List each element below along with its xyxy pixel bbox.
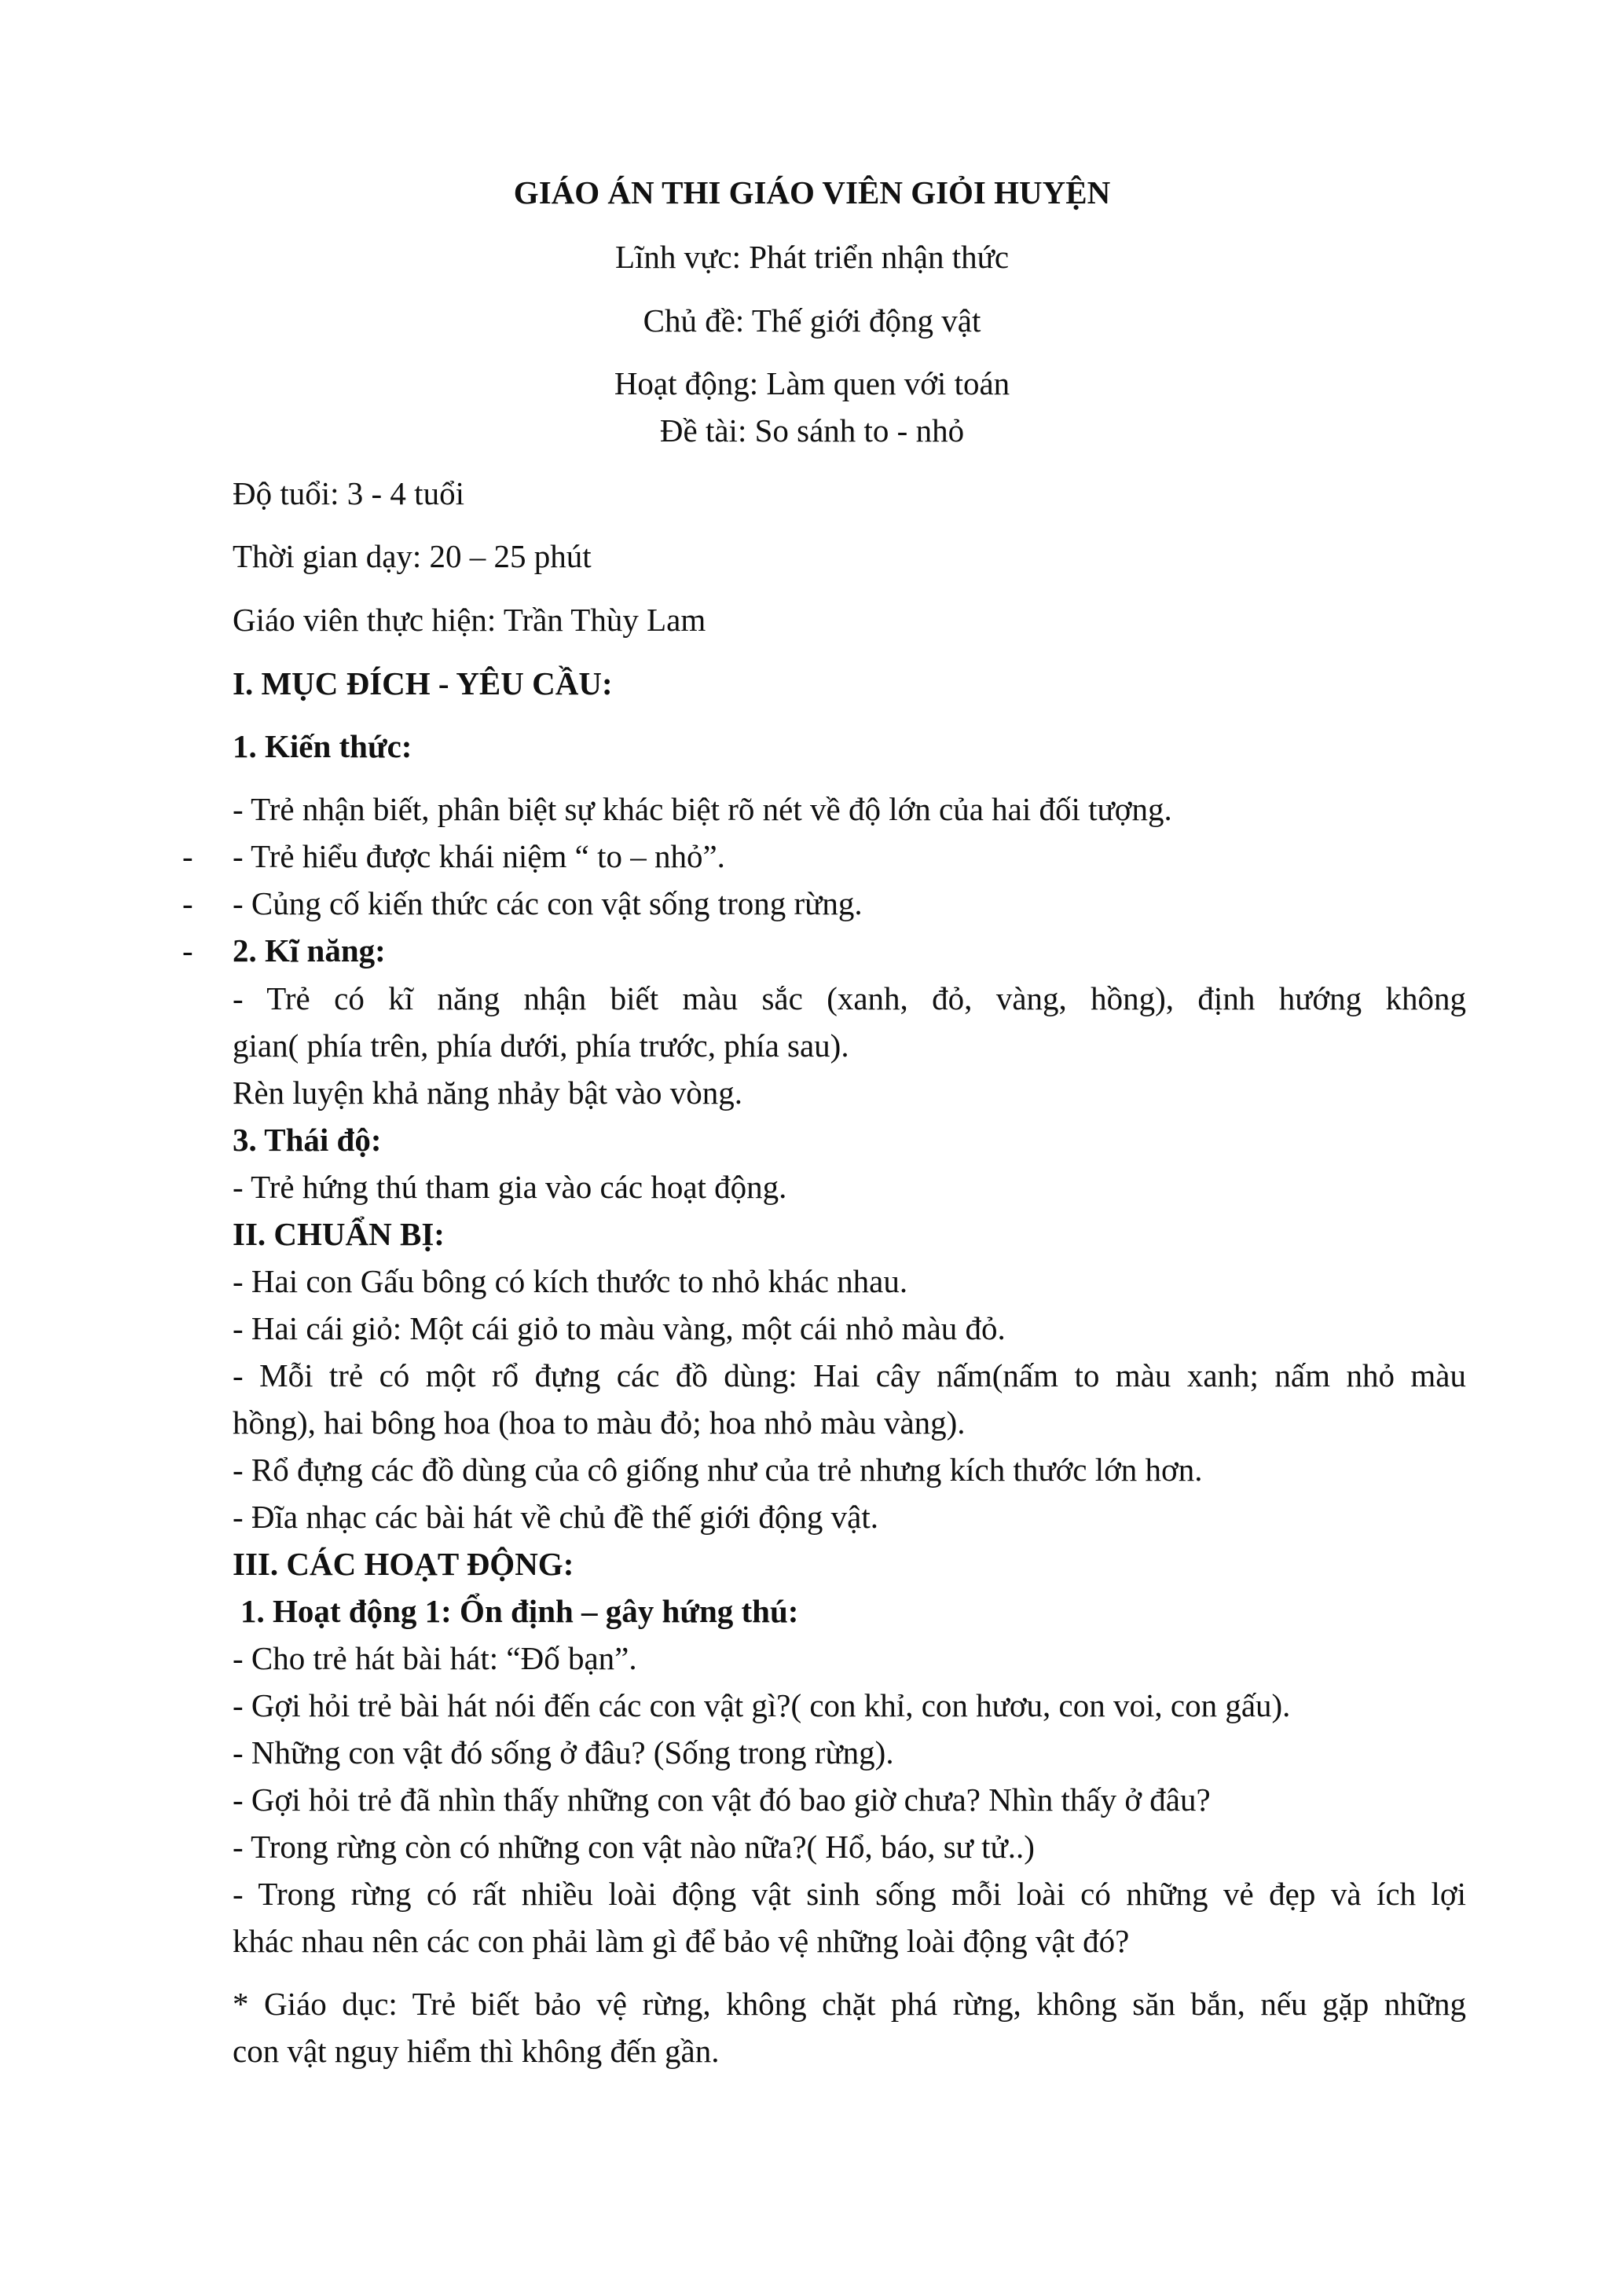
theme-line: Chủ đề: Thế giới động vật [643,302,981,339]
preparation-item: - Hai con Gấu bông có kích thước to nhỏ khác nhau. [233,1263,908,1299]
knowledge-item: - Trẻ nhận biết, phân biệt sự khác biệt rõ nét về độ lớn của hai đối tượng. [233,791,1172,827]
education-note: * Giáo dục: Trẻ biết bảo vệ rừng, không chặt phá rừng, không săn bắn, nếu gặp những [233,1986,1466,2022]
skills-item: gian( phía trên, phía dưới, phía trước, phía sau). [233,1027,849,1064]
document-title: GIÁO ÁN THI GIÁO VIÊN GIỎI HUYỆN [513,174,1111,211]
activity-item: - Cho trẻ hát bài hát: “Đố bạn”. [233,1640,637,1676]
section3-heading: III. CÁC HOẠT ĐỘNG: [233,1546,574,1582]
activity-item: - Trong rừng có rất nhiều loài động vật sinh sống mỗi loài có những vẻ đẹp và ích lợi [233,1876,1466,1912]
activity-item: - Trong rừng còn có những con vật nào nữa?( Hổ, báo, sư tử..) [233,1829,1035,1865]
knowledge-item: - Trẻ hiểu được khái niệm “ to – nhỏ”. [233,838,725,874]
attitude-heading: 3. Thái độ: [233,1122,382,1158]
list-bullet: - [182,838,193,874]
topic-line: Đề tài: So sánh to - nhỏ [659,412,965,449]
activity-line: Hoạt động: Làm quen với toán [614,365,1010,401]
activity-item: - Gợi hỏi trẻ đã nhìn thấy những con vật đó bao giờ chưa? Nhìn thấy ở đâu? [233,1782,1211,1818]
activity-item: - Gợi hỏi trẻ bài hát nói đến các con vật gì?( con khỉ, con hươu, con voi, con gấu). [233,1687,1291,1723]
section1-heading: I. MỤC ĐÍCH - YÊU CẦU: [233,665,613,701]
list-bullet: - [182,885,193,921]
attitude-item: - Trẻ hứng thú tham gia vào các hoạt động. [233,1169,787,1205]
skills-heading: 2. Kĩ năng: [233,932,386,969]
education-note: con vật nguy hiểm thì không đến gần. [233,2033,720,2069]
preparation-item: - Mỗi trẻ có một rổ đựng các đồ dùng: Hai cây nấm(nấm to màu xanh; nấm nhỏ màu [233,1357,1466,1393]
preparation-item: - Rổ đựng các đồ dùng của cô giống như của trẻ nhưng kích thước lớn hơn. [233,1452,1203,1488]
activity-item: khác nhau nên các con phải làm gì để bảo vệ những loài động vật đó? [233,1923,1130,1959]
skills-item: - Trẻ có kĩ năng nhận biết màu sắc (xanh, đỏ, vàng, hồng), định hướng không [233,980,1466,1016]
knowledge-item: - Củng cố kiến thức các con vật sống trong rừng. [233,885,863,921]
section2-heading: II. CHUẨN BỊ: [233,1216,445,1252]
duration-line: Thời gian dạy: 20 – 25 phút [233,538,592,574]
preparation-item: - Hai cái giỏ: Một cái giỏ to màu vàng, một cái nhỏ màu đỏ. [233,1310,1006,1346]
knowledge-heading: 1. Kiến thức: [233,728,412,764]
age-line: Độ tuổi: 3 - 4 tuổi [233,475,464,511]
preparation-item: hồng), hai bông hoa (hoa to màu đỏ; hoa nhỏ màu vàng). [233,1404,966,1441]
list-bullet: - [182,932,193,969]
activity1-heading: 1. Hoạt động 1: Ổn định – gây hứng thú: [240,1593,799,1629]
teacher-line: Giáo viên thực hiện: Trần Thùy Lam [233,602,706,638]
skills-item: Rèn luyện khả năng nhảy bật vào vòng. [233,1075,743,1111]
field-line: Lĩnh vực: Phát triển nhận thức [614,239,1010,275]
activity-item: - Những con vật đó sống ở đâu? (Sống trong rừng). [233,1734,894,1771]
preparation-item: - Đĩa nhạc các bài hát về chủ đề thế giới động vật. [233,1499,879,1535]
